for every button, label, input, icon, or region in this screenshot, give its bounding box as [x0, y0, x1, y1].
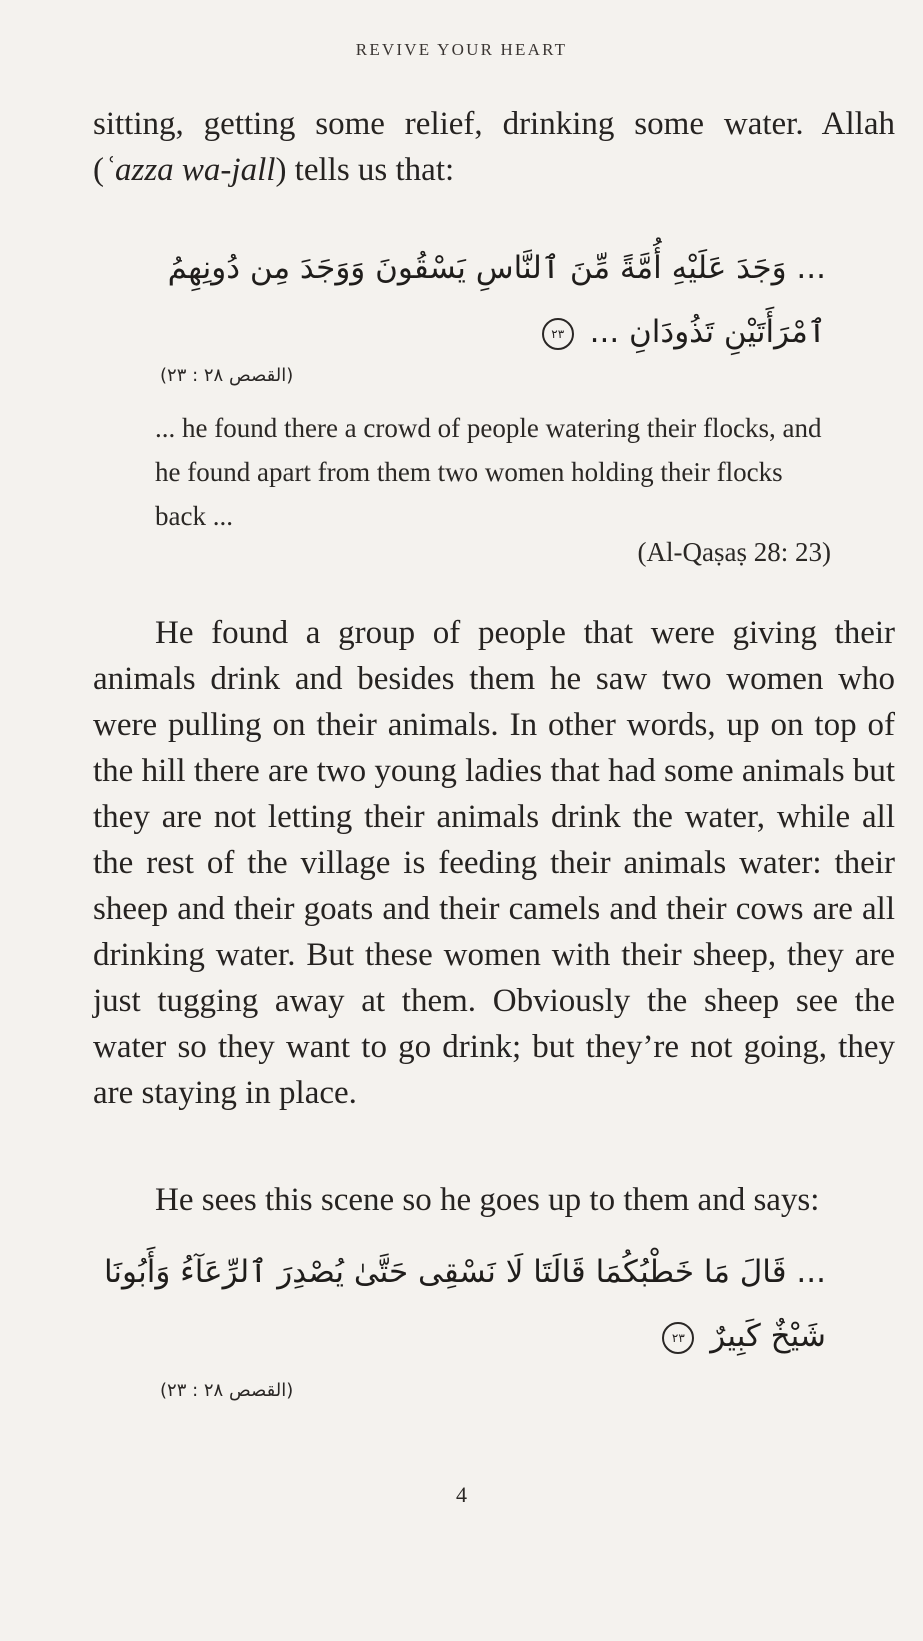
intro-paragraph	[93, 101, 895, 193]
body-paragraph-2: He sees this scene so he goes up to them and says:	[155, 1182, 820, 1218]
running-head: REVIVE YOUR HEART	[355, 40, 568, 59]
ayah-number-marker: ٢٣	[542, 318, 574, 350]
quran-verse-2-line-2	[662, 1318, 826, 1354]
honorific-italic: ʿazza wa-jall	[104, 152, 276, 188]
arabic-surah-reference-1: (القصص ٢٨ : ٢٣)	[160, 365, 294, 386]
quran-verse-1-line-2	[542, 314, 826, 350]
intro-text-before: sitting, getting some relief, drinking some water. Allah (	[93, 106, 895, 188]
verse-translation: ... he found there a crowd of people watering their flocks, and he found apart from them two women holding their flocks back ...	[155, 413, 822, 531]
quran-verse-2-line-1: ... قَالَ مَا خَطْبُكُمَا قَالَتَا لَا نَسْقِى حَتَّىٰ يُصْدِرَ ٱلرِّعَآءُ وَأَبُونَا	[103, 1254, 826, 1290]
body-paragraph-1: He found a group of people that were giving their animals drink and besides them he saw two women who were pulling on their animals. In other words, up on top of the hill there are two young ladies that had some animals but they are not letting their animals drink the water, while all the rest of the village is feeding their animals water: their sheep and their goats and their camels and their cows are all drinking water. But these women with their sheep, they are just tugging away at them. Obviously the sheep see the water so they want to go drink; but they’re not going, they are staying in place.	[93, 615, 895, 1111]
arabic-surah-reference-2: (القصص ٢٨ : ٢٣)	[160, 1380, 294, 1401]
page-number: 4	[456, 1482, 467, 1507]
intro-text-after: ) tells us that:	[275, 152, 455, 188]
verse-citation: (Al-Qaṣaṣ 28: 23)	[637, 537, 831, 567]
quran-verse-2-line-2-text: شَيْخٌ كَبِيرٌ	[710, 1318, 826, 1354]
quran-verse-1-line-1: ... وَجَدَ عَلَيْهِ أُمَّةً مِّنَ ٱلنَّاسِ يَسْقُونَ وَوَجَدَ مِن دُونِهِمُ	[167, 250, 826, 286]
quran-verse-1-line-2-text: ٱمْرَأَتَيْنِ تَذُودَانِ ...	[589, 314, 826, 350]
ayah-number-marker: ٢٣	[662, 1322, 694, 1354]
